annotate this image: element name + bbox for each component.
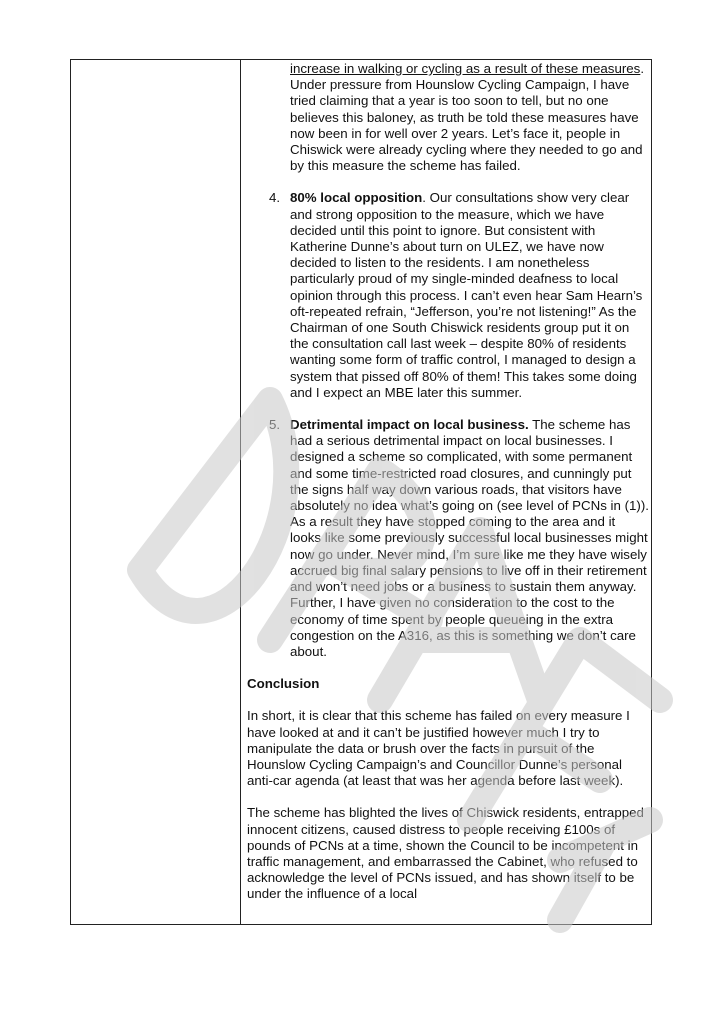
list-item-3-continuation [290,61,649,174]
table-column-divider [240,59,241,925]
item-4-text: . Our consultations show very clear and strong opposition to the measure, which we have decided until this point to ignore. But consistent with Katherine Dunne’s about turn on ULEZ, we have now decided to listen to the residents. I am nonetheless particularly proud of my single-minded deafness to local opinion through this process. I can’t even hear Sam Hearn’s oft-repeated refrain, “Jefferson, you’re not listening!” As the Chairman of one South Chiswick residents group put it on the consultation call last week – despite 80% of residents wanting some form of traffic control, I managed to design a system that pissed off 80% of them! This takes some doing and I expect an MBE later this summer. [290,190,643,400]
item-5-heading: Detrimental impact on local business. [290,417,529,433]
conclusion-paragraph-2: The scheme has blighted the lives of Chiswick residents, entrapped innocent citizens, caused distress to people receiving £100s of pounds of PCNs at a time, shown the Council to be incompetent in traffic management, and embarrassed the Cabinet, who refused to acknowledge the level of PCNs issued, and has shown itself to be under the influence of a local [247,805,644,902]
item-5-text: The scheme has had a serious detrimental impact on local businesses. I designed a scheme so complicated, with some permanent and some time-restricted road closures, and cunningly put the signs half way down various roads, that visitors have absolutely no idea what’s going on (see level of PCNs in (1)). As a result they have stopped coming to the area and it looks like some previously successful local businesses might now go under. Never mind, I’m sure like me they have wisely accrued big final salary pensions to live off in their retirement and won’t need jobs or a business to sustain them anyway. Further, I have given no consideration to the cost to the economy of time spent by people queueing in the extra congestion on the A316, as this is something we don’t care about. [290,417,649,659]
list-item-4 [247,190,649,401]
list-item-5-number: 5. [269,417,281,433]
conclusion-paragraph-1: In short, it is clear that this scheme has failed on every measure I have looked at and it can’t be justified however much I try to manipulate the data or brush over the facts in pursuit of the Hounslow Cycling Campaign’s and Councillor Dunne’s personal anti-car agenda (at least that was her agenda before last week). [247,708,630,789]
item-3-underlined-text: increase in walking or cycling as a result of these measures [290,61,641,76]
list-item-4-number: 4. [269,190,281,206]
item-4-heading: 80% local opposition [290,190,423,206]
conclusion-heading: Conclusion [247,676,320,692]
table-content-cell [247,61,649,903]
item-3-text: . Under pressure from Hounslow Cycling Campaign, I have tried claiming that a year is too soon to tell, but no one believes this baloney, as truth be told these measures have now been in for well over 2 years. Let’s face it, people in Chiswick were already cycling where they needed to go and by this measure the scheme has failed. [290,61,645,174]
list-item-5 [247,417,649,660]
